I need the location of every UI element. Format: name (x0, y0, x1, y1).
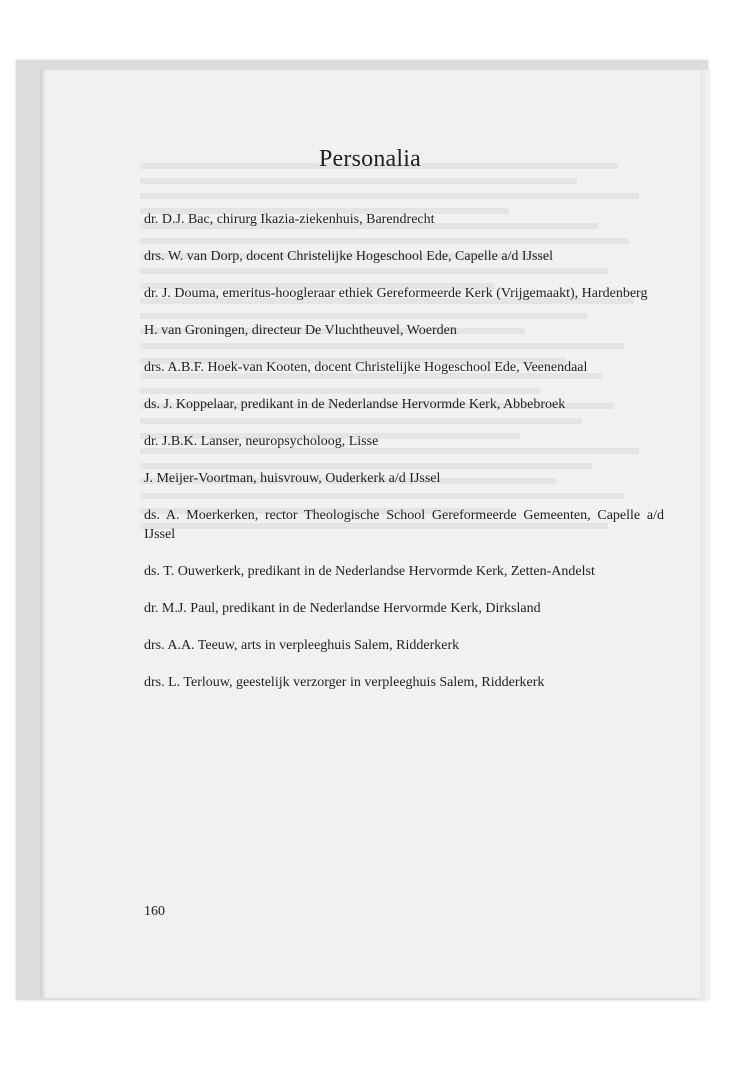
list-item: H. van Groningen, directeur De Vluchtheuvel, Woerden (144, 323, 457, 338)
list-item: dr. M.J. Paul, predikant in de Nederlandse Hervormde Kerk, Dirksland (144, 601, 541, 616)
list-item: J. Meijer-Voortman, huisvrouw, Ouderkerk a/d IJssel (144, 471, 441, 486)
page-number: 160 (144, 904, 165, 919)
list-item: ds. A. Moerkerken, rector Theologische School Gereformeerde Gemeenten, Capelle a/d IJssel (144, 508, 664, 542)
list-item: ds. J. Koppelaar, predikant in de Nederlandse Hervormde Kerk, Abbebroek (144, 397, 566, 412)
page-gutter (40, 70, 46, 998)
list-item: drs. L. Terlouw, geestelijk verzorger in verpleeghuis Salem, Ridderkerk (144, 675, 545, 690)
list-item: drs. W. van Dorp, docent Christelijke Hogeschool Ede, Capelle a/d IJssel (144, 249, 554, 264)
list-item: drs. A.B.F. Hoek-van Kooten, docent Christelijke Hogeschool Ede, Veenendaal (144, 360, 588, 375)
list-item: dr. D.J. Bac, chirurg Ikazia-ziekenhuis, Barendrecht (144, 212, 435, 227)
list-item: drs. A.A. Teeuw, arts in verpleeghuis Salem, Ridderkerk (144, 638, 460, 653)
personalia-list (144, 210, 664, 710)
page-title: Personalia (319, 146, 421, 172)
list-item: dr. J. Douma, emeritus-hoogleraar ethiek Gereformeerde Kerk (Vrijgemaakt), Hardenberg (144, 286, 648, 301)
list-item: ds. T. Ouwerkerk, predikant in de Nederlandse Hervormde Kerk, Zetten-Andelst (144, 564, 595, 579)
list-item: dr. J.B.K. Lanser, neuropsycholoog, Lisse (144, 434, 379, 449)
book-page (40, 70, 700, 998)
